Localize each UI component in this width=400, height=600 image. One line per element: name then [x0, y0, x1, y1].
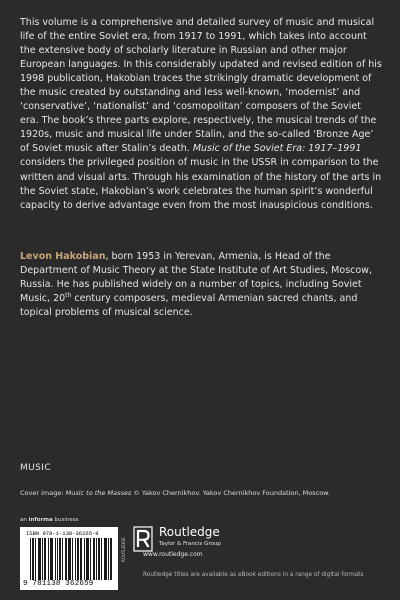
- cover-credit-title: Music to the Masses: [65, 489, 132, 497]
- description-part-1: This volume is a comprehensive and detailed survey of music and musical life of the entire Soviet era, from 1917 to 1991, which takes into account the extensive body of scholarly literature in Russian and other major European languages. In this considerably updated and revised edition of his 1998 publication, Hakobian traces the strikingly dramatic development of the music created by outstanding and less well-known, ‘modernist’ and ‘conservative’, ‘nationalist’ and ‘cosmopolitan’ composers of the Soviet era. The book’s three parts explore, respectively, the musical trends of the 1920s, music and musical life under Stalin, and the so-called ‘Bronze Age’ of Soviet music after Stalin’s death.: [20, 17, 382, 155]
- informa-business-label: [20, 517, 78, 523]
- ebook-availability-note: Routledge titles are available as eBook editions in a range of digital formats: [143, 572, 364, 578]
- author-bio-text-b: century composers, medieval Armenian sacred chants, and topical problems of musical science.: [20, 293, 358, 319]
- publisher-logo: [133, 524, 273, 564]
- vertical-imprint-text: ROUTLEDGE: [121, 537, 126, 562]
- informa-brand: informa: [28, 517, 53, 523]
- informa-suffix: business: [52, 517, 79, 523]
- barcode-digits: 9 781138 362659: [23, 580, 94, 588]
- description-part-2: considers the privileged position of music in the USSR in comparison to the written and visual arts. Through his examination of the history of the arts in the Soviet state, Hakobian’s work celebrates the human spirit’s wonderful capacity to derive advantage even from the most inauspicious conditions.: [20, 157, 382, 211]
- cover-credit-rest: © Yakov Chernikhov. Yakov Chernikhov Foundation, Moscow.: [131, 489, 330, 497]
- cover-credit-label: Cover image:: [20, 489, 66, 497]
- author-name: Levon Hakobian: [20, 251, 106, 262]
- routledge-r-icon: [133, 526, 153, 552]
- barcode-bars: [30, 538, 112, 580]
- publisher-group: Taylor & Francis Group: [159, 541, 221, 547]
- cover-image-credit: [20, 489, 390, 497]
- informa-prefix: an: [20, 517, 29, 523]
- subject-category: MUSIC: [20, 463, 52, 473]
- author-bio: [20, 250, 382, 320]
- publisher-url[interactable]: www.routledge.com: [143, 551, 203, 558]
- author-bio-text-a: , born 1953 in Yerevan, Armenia, is Head of the Department of Music Theory at the State Institute of Art Studies, Moscow, Russia. He has published widely on a number of topics, including Soviet Music, 20: [20, 251, 372, 305]
- book-title-italic: Music of the Soviet Era: 1917–1991: [192, 143, 362, 155]
- publisher-name: Routledge: [159, 525, 220, 539]
- isbn-barcode: [20, 527, 118, 590]
- isbn-number: ISBN 978-1-138-36265-9: [26, 530, 99, 537]
- book-description: [20, 16, 382, 213]
- author-bio-superscript: th: [65, 291, 72, 299]
